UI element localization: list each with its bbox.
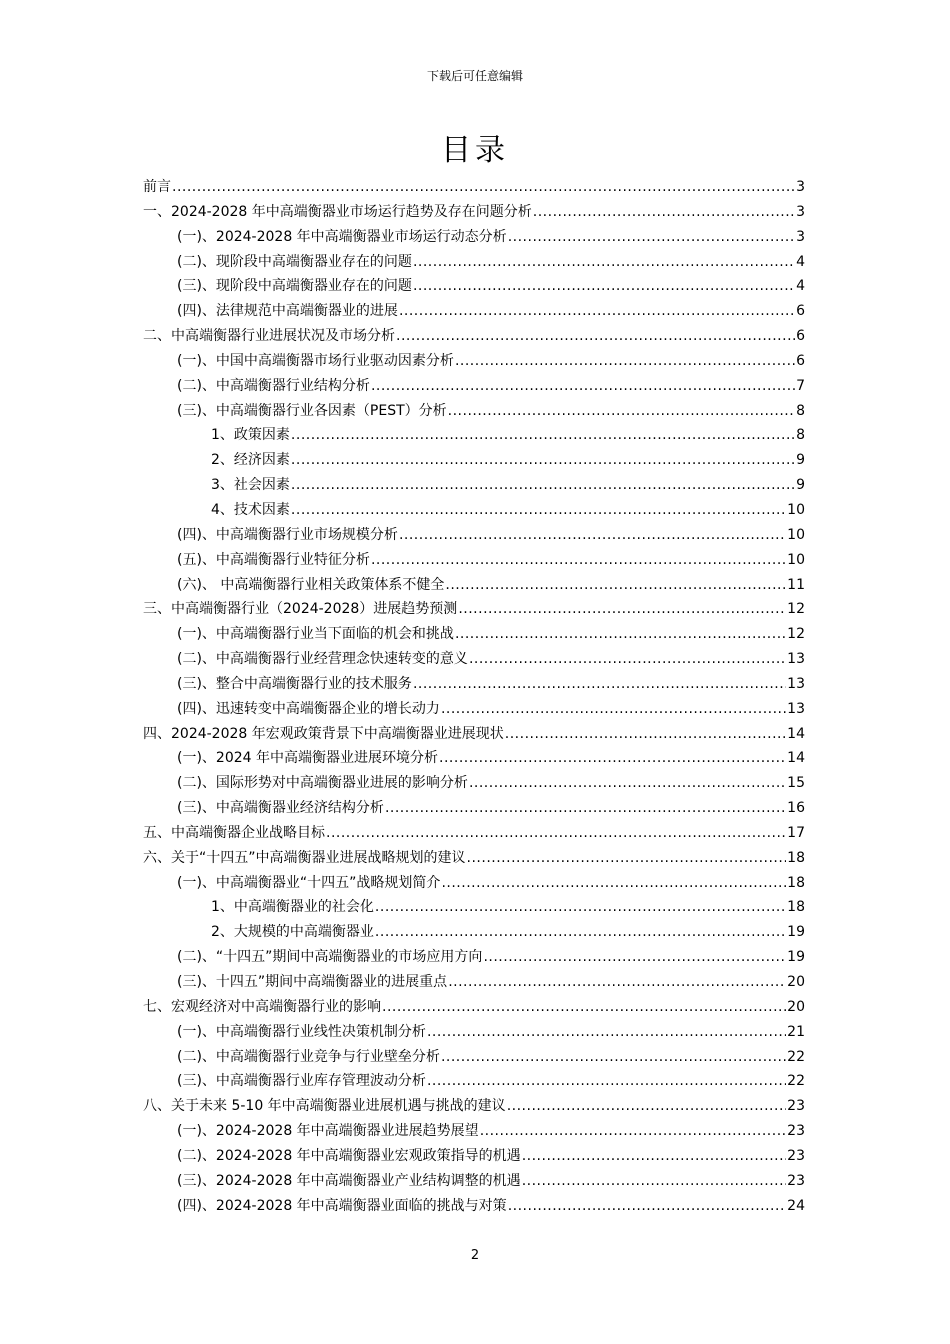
toc-leader-dots bbox=[375, 920, 786, 945]
toc-entry-label: (三)、十四五”期间中高端衡器业的进展重点 bbox=[177, 974, 448, 990]
toc-entry[interactable] bbox=[143, 1144, 805, 1169]
toc-leader-dots bbox=[427, 1069, 786, 1094]
toc-entry-label: 1、中高端衡器业的社会化 bbox=[211, 899, 374, 916]
toc-entry[interactable] bbox=[143, 1069, 805, 1094]
toc-entry[interactable] bbox=[143, 399, 805, 424]
toc-entry-page: 23 bbox=[787, 1172, 805, 1189]
toc-entry-label: 一、2024-2028 年中高端衡器业市场运行趋势及存在问题分析 bbox=[143, 203, 532, 220]
toc-leader-dots bbox=[441, 871, 786, 896]
toc-entry[interactable] bbox=[143, 374, 805, 399]
toc-leader-dots bbox=[399, 299, 795, 324]
toc-entry[interactable] bbox=[143, 895, 805, 920]
toc-entry-label: (二)、中高端衡器行业结构分析 bbox=[177, 377, 370, 394]
toc-entry-label: (二)、中高端衡器行业竞争与行业壁垒分析 bbox=[177, 1048, 440, 1065]
toc-leader-dots bbox=[413, 274, 795, 299]
toc-entry-page: 18 bbox=[787, 899, 805, 916]
toc-leader-dots bbox=[375, 895, 786, 920]
toc-entry-page: 9 bbox=[796, 477, 805, 494]
toc-leader-dots bbox=[522, 1144, 786, 1169]
toc-entry-label: 3、社会因素 bbox=[211, 477, 290, 494]
toc-entry-label: 七、宏观经济对中高端衡器行业的影响 bbox=[143, 998, 381, 1015]
toc-entry-label: (三)、中高端衡器行业库存管理波动分析 bbox=[177, 1073, 426, 1090]
toc-entry-page: 13 bbox=[787, 675, 805, 692]
toc-entry-label: (五)、中高端衡器行业特征分析 bbox=[177, 551, 370, 568]
toc-leader-dots bbox=[508, 1194, 786, 1219]
toc-entry[interactable] bbox=[143, 746, 805, 771]
toc-title: 目录 bbox=[441, 133, 509, 168]
toc-entry-page: 23 bbox=[787, 1147, 805, 1164]
toc-entry-page: 22 bbox=[787, 1048, 805, 1065]
toc-entry-label: (一)、中高端衡器行业当下面临的机会和挑战 bbox=[177, 626, 454, 643]
toc-entry-page: 6 bbox=[796, 303, 805, 320]
toc-entry-label: 前言 bbox=[143, 179, 171, 195]
toc-entry[interactable] bbox=[143, 945, 805, 970]
toc-entry-page: 15 bbox=[787, 775, 805, 792]
toc-leader-dots bbox=[441, 1045, 786, 1070]
toc-entry[interactable] bbox=[143, 597, 805, 622]
toc-leader-dots bbox=[480, 1119, 786, 1144]
toc-entry[interactable] bbox=[143, 722, 805, 747]
toc-entry-label: 三、中高端衡器行业（2024-2028）进展趋势预测 bbox=[143, 601, 458, 618]
toc-entry-page: 18 bbox=[787, 849, 805, 866]
toc-entry[interactable] bbox=[143, 274, 805, 299]
toc-leader-dots bbox=[326, 821, 786, 846]
toc-leader-dots bbox=[458, 597, 786, 622]
toc-entry[interactable] bbox=[143, 697, 805, 722]
toc-entry-page: 11 bbox=[787, 576, 805, 593]
toc-entry-page: 20 bbox=[787, 974, 805, 990]
toc-entry[interactable] bbox=[143, 1119, 805, 1144]
toc-entry[interactable] bbox=[143, 498, 805, 523]
toc-entry-page: 10 bbox=[787, 526, 805, 543]
toc-leader-dots bbox=[455, 349, 795, 374]
toc-entry-label: (二)、“十四五”期间中高端衡器业的市场应用方向 bbox=[177, 949, 483, 966]
toc-entry[interactable] bbox=[143, 1045, 805, 1070]
toc-leader-dots bbox=[455, 622, 786, 647]
toc-entry-page: 17 bbox=[787, 824, 805, 841]
toc-entry-label: (三)、现阶段中高端衡器业存在的问题 bbox=[177, 278, 412, 295]
toc-leader-dots bbox=[371, 548, 786, 573]
toc-entry-page: 21 bbox=[787, 1023, 805, 1040]
toc-entry-page: 4 bbox=[796, 278, 805, 295]
toc-leader-dots bbox=[399, 523, 786, 548]
toc-leader-dots bbox=[483, 945, 786, 970]
toc-leader-dots bbox=[371, 374, 795, 399]
toc-leader-dots bbox=[172, 175, 795, 200]
toc-entry[interactable] bbox=[143, 771, 805, 796]
toc-leader-dots bbox=[291, 423, 795, 448]
toc-entry-page: 23 bbox=[787, 1123, 805, 1140]
toc-entry-page: 10 bbox=[787, 501, 805, 518]
toc-entry[interactable] bbox=[143, 846, 805, 871]
toc-entry[interactable] bbox=[143, 423, 805, 448]
toc-entry[interactable] bbox=[143, 548, 805, 573]
toc-entry[interactable] bbox=[143, 995, 805, 1020]
toc-entry-page: 20 bbox=[787, 998, 805, 1015]
toc-entry[interactable] bbox=[143, 573, 805, 598]
toc-entry-page: 13 bbox=[787, 700, 805, 717]
toc-entry-label: (三)、中高端衡器行业各因素（PEST）分析 bbox=[177, 402, 447, 419]
toc-entry-page: 8 bbox=[796, 402, 805, 419]
toc-entry[interactable] bbox=[143, 970, 805, 995]
toc-entry[interactable] bbox=[143, 250, 805, 275]
toc-entry-page: 19 bbox=[787, 949, 805, 966]
toc-entry-page: 24 bbox=[787, 1197, 805, 1214]
toc-entry-page: 14 bbox=[787, 725, 805, 742]
toc-entry-page: 12 bbox=[787, 626, 805, 643]
toc-entry-page: 4 bbox=[796, 253, 805, 270]
toc-leader-dots bbox=[448, 399, 795, 424]
toc-leader-dots bbox=[291, 473, 795, 498]
toc-entry-label: 八、关于未来 5-10 年中高端衡器业进展机遇与挑战的建议 bbox=[143, 1098, 506, 1115]
toc-entry-label: (四)、2024-2028 年中高端衡器业面临的挑战与对策 bbox=[177, 1197, 507, 1214]
toc-entry[interactable] bbox=[143, 1194, 805, 1219]
toc-entry-page: 19 bbox=[787, 924, 805, 941]
toc-entry[interactable] bbox=[143, 225, 805, 250]
toc-entry[interactable] bbox=[143, 523, 805, 548]
toc-leader-dots bbox=[441, 697, 786, 722]
page-header-note: 下载后可任意编辑 bbox=[426, 69, 523, 83]
toc-entry[interactable] bbox=[143, 299, 805, 324]
toc-entry-label: 五、中高端衡器企业战略目标 bbox=[143, 824, 325, 841]
toc-entry-label: (一)、中高端衡器业“十四五”战略规划简介 bbox=[177, 874, 441, 891]
toc-entry[interactable] bbox=[143, 1094, 805, 1119]
toc-entry-page: 3 bbox=[796, 203, 805, 220]
toc-entry-label: 六、关于“十四五”中高端衡器业进展战略规划的建议 bbox=[143, 849, 466, 866]
toc-entry-label: (三)、中高端衡器业经济结构分析 bbox=[177, 800, 384, 817]
toc-entry[interactable] bbox=[143, 448, 805, 473]
toc-entry[interactable] bbox=[143, 324, 805, 349]
toc-entry-label: (一)、2024-2028 年中高端衡器业进展趋势展望 bbox=[177, 1123, 479, 1140]
toc-leader-dots bbox=[508, 225, 795, 250]
toc-entry-label: (三)、2024-2028 年中高端衡器业产业结构调整的机遇 bbox=[177, 1172, 521, 1189]
toc-entry-page: 13 bbox=[787, 651, 805, 668]
toc-leader-dots bbox=[448, 970, 786, 995]
toc-leader-dots bbox=[291, 448, 795, 473]
toc-entry-label: (二)、现阶段中高端衡器业存在的问题 bbox=[177, 253, 412, 270]
toc-entry-page: 8 bbox=[796, 427, 805, 444]
toc-entry[interactable] bbox=[143, 622, 805, 647]
toc-entry-label: (一)、2024-2028 年中高端衡器业市场运行动态分析 bbox=[177, 228, 507, 245]
toc-entry-label: (二)、国际形势对中高端衡器业进展的影响分析 bbox=[177, 775, 468, 792]
toc-entry-label: 二、中高端衡器行业进展状况及市场分析 bbox=[143, 328, 395, 345]
toc-entry[interactable] bbox=[143, 871, 805, 896]
toc-entry-label: (一)、中高端衡器行业线性决策机制分析 bbox=[177, 1023, 426, 1040]
toc-entry-label: 2、经济因素 bbox=[211, 452, 290, 469]
toc-entry-label: (四)、中高端衡器行业市场规模分析 bbox=[177, 526, 398, 543]
toc-leader-dots bbox=[505, 722, 786, 747]
toc-leader-dots bbox=[427, 1020, 786, 1045]
toc-entry-page: 14 bbox=[787, 750, 805, 767]
toc-entry-label: 4、技术因素 bbox=[211, 501, 290, 518]
toc-entry-label: (二)、2024-2028 年中高端衡器业宏观政策指导的机遇 bbox=[177, 1147, 521, 1164]
toc-leader-dots bbox=[469, 647, 786, 672]
toc-entry-label: (三)、整合中高端衡器行业的技术服务 bbox=[177, 675, 412, 692]
toc-entry-page: 7 bbox=[796, 377, 805, 394]
toc-leader-dots bbox=[533, 200, 795, 225]
toc-entry-label: (二)、中高端衡器行业经营理念快速转变的意义 bbox=[177, 651, 468, 668]
toc-leader-dots bbox=[291, 498, 786, 523]
toc-entry-page: 18 bbox=[787, 874, 805, 891]
table-of-contents bbox=[143, 175, 805, 1218]
toc-entry[interactable] bbox=[143, 175, 805, 200]
toc-entry-label: 四、2024-2028 年宏观政策背景下中高端衡器业进展现状 bbox=[143, 725, 504, 742]
toc-leader-dots bbox=[413, 250, 795, 275]
toc-leader-dots bbox=[467, 846, 787, 871]
toc-entry-page: 16 bbox=[787, 800, 805, 817]
toc-entry[interactable] bbox=[143, 473, 805, 498]
toc-entry-page: 6 bbox=[796, 352, 805, 369]
toc-entry[interactable] bbox=[143, 1169, 805, 1194]
page-number: 2 bbox=[470, 1248, 480, 1263]
toc-leader-dots bbox=[439, 746, 786, 771]
toc-entry-page: 3 bbox=[796, 228, 805, 245]
toc-entry-label: (四)、法律规范中高端衡器业的进展 bbox=[177, 303, 398, 320]
toc-leader-dots bbox=[385, 796, 786, 821]
toc-leader-dots bbox=[396, 324, 795, 349]
toc-entry-label: 2、大规模的中高端衡器业 bbox=[211, 924, 374, 941]
toc-leader-dots bbox=[413, 672, 786, 697]
toc-entry-label: 1、政策因素 bbox=[211, 427, 290, 444]
toc-leader-dots bbox=[445, 573, 786, 598]
toc-leader-dots bbox=[507, 1094, 786, 1119]
toc-entry-page: 23 bbox=[787, 1098, 805, 1115]
toc-entry-label: (四)、迅速转变中高端衡器企业的增长动力 bbox=[177, 700, 440, 717]
toc-entry-label: (一)、2024 年中高端衡器业进展环境分析 bbox=[177, 750, 439, 767]
toc-entry[interactable] bbox=[143, 1020, 805, 1045]
toc-leader-dots bbox=[522, 1169, 786, 1194]
toc-entry-page: 10 bbox=[787, 551, 805, 568]
toc-entry-label: (六)、 中高端衡器行业相关政策体系不健全 bbox=[177, 576, 445, 593]
toc-entry[interactable] bbox=[143, 200, 805, 225]
toc-entry-page: 3 bbox=[796, 179, 805, 195]
toc-entry[interactable] bbox=[143, 672, 805, 697]
toc-entry[interactable] bbox=[143, 349, 805, 374]
toc-entry-label: (一)、中国中高端衡器市场行业驱动因素分析 bbox=[177, 352, 454, 369]
toc-entry[interactable] bbox=[143, 821, 805, 846]
toc-entry-page: 22 bbox=[787, 1073, 805, 1090]
toc-leader-dots bbox=[382, 995, 786, 1020]
toc-entry-page: 12 bbox=[787, 601, 805, 618]
toc-entry-page: 6 bbox=[796, 328, 805, 345]
toc-entry-page: 9 bbox=[796, 452, 805, 469]
toc-leader-dots bbox=[469, 771, 786, 796]
toc-entry[interactable] bbox=[143, 920, 805, 945]
toc-entry[interactable] bbox=[143, 647, 805, 672]
toc-entry[interactable] bbox=[143, 796, 805, 821]
